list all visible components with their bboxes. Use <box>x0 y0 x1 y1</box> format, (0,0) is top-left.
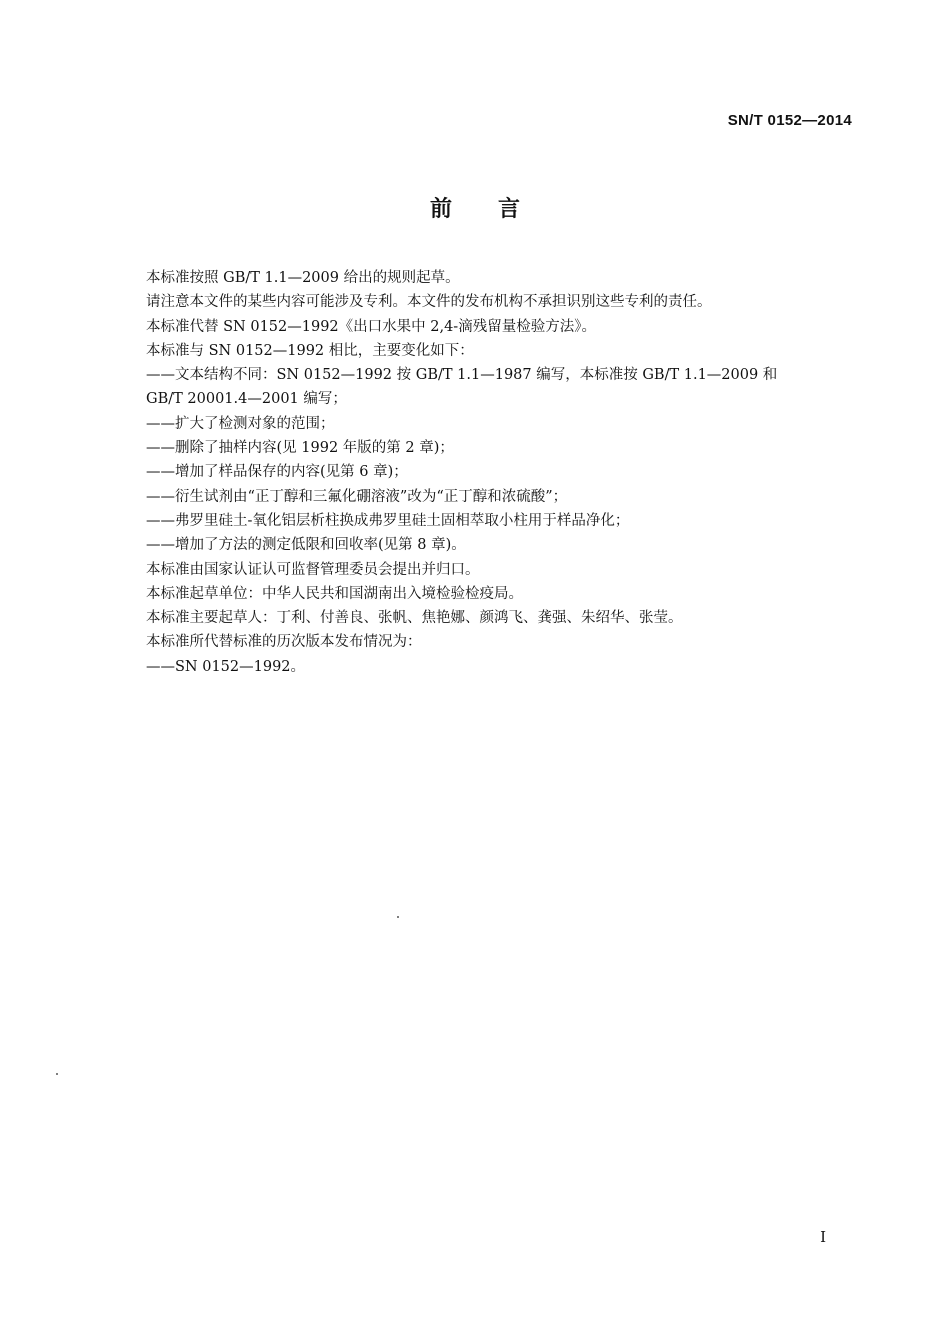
change-item: ——弗罗里硅土-氧化铝层析柱换成弗罗里硅土固相萃取小柱用于样品净化； <box>146 512 630 529</box>
scan-speck <box>56 1073 58 1075</box>
paragraph-patent-notice: 请注意本文件的某些内容可能涉及专利。本文件的发布机构不承担识别这些专利的责任。 <box>146 294 712 311</box>
page-number: I <box>820 1228 826 1246</box>
change-item: ——衍生试剂由“正丁醇和三氟化硼溶液”改为“正丁醇和浓硫酸”； <box>146 488 568 505</box>
paragraph-history-intro: 本标准所代替标准的历次版本发布情况为： <box>146 634 422 651</box>
change-item <box>146 363 856 412</box>
change-item-line: ——文本结构不同：SN 0152—1992 按 GB/T 1.1—1987 编写，本标准按 GB/T 1.1—2009 和 <box>146 367 778 384</box>
change-item: ——增加了样品保存的内容(见第 6 章)； <box>146 464 408 481</box>
change-item: ——扩大了检测对象的范围； <box>146 415 335 432</box>
change-item: ——增加了方法的测定低限和回收率(见第 8 章)。 <box>146 537 466 554</box>
paragraph-drafting-rules: 本标准按照 GB/T 1.1—2009 给出的规则起草。 <box>146 270 460 286</box>
paragraph-replaces: 本标准代替 SN 0152—1992《出口水果中 2,4-滴残留量检验方法》。 <box>146 318 596 335</box>
paragraph-changes-intro: 本标准与 SN 0152—1992 相比，主要变化如下： <box>146 342 474 359</box>
standard-number: SN/T 0152—2014 <box>727 112 852 129</box>
preface-body <box>146 266 856 679</box>
history-item: ——SN 0152—1992。 <box>146 658 306 675</box>
scan-speck <box>397 916 399 918</box>
page-title: 前言 <box>429 197 566 222</box>
paragraph-drafting-unit: 本标准起草单位：中华人民共和国湖南出入境检验检疫局。 <box>146 585 523 602</box>
change-item: ——删除了抽样内容(见 1992 年版的第 2 章)； <box>146 440 454 457</box>
paragraph-drafters: 本标准主要起草人：丁利、付善良、张帆、焦艳娜、颜鸿飞、龚强、朱绍华、张莹。 <box>146 610 683 627</box>
paragraph-proposer: 本标准由国家认证认可监督管理委员会提出并归口。 <box>146 561 480 578</box>
change-item-line: GB/T 20001.4—2001 编写； <box>146 391 347 408</box>
